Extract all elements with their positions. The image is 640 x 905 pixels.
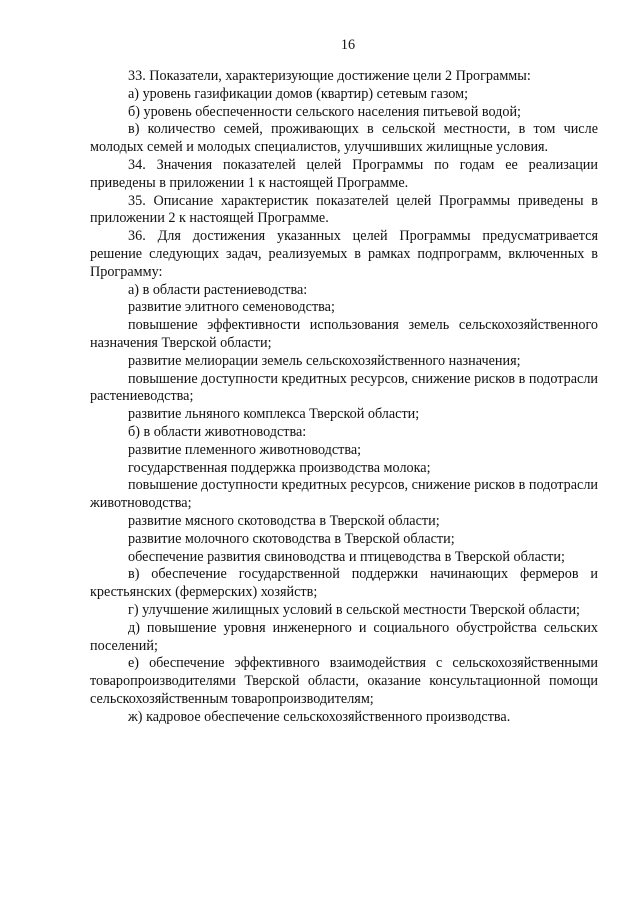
task-item: г) улучшение жилищных условий в сельской местности Тверской области; — [128, 601, 580, 618]
task-item: ж) кадровое обеспечение сельскохозяйственного производства. — [128, 708, 511, 725]
task-item: д) повышение уровня инженерного и социального обустройства сельских поселений; — [90, 619, 598, 654]
task-item: повышение доступности кредитных ресурсов, снижение рисков в подотрасли животноводства; — [90, 477, 598, 512]
list-item-v: в) количество семей, проживающих в сельской местности, в том числе молодых семей и молодых специалистов, улучшивших жилищные условия. — [90, 121, 598, 156]
task-item: в) обеспечение государственной поддержки начинающих фермеров и крестьянских (фермерских) хозяйств; — [90, 566, 598, 601]
paragraph-35: 35. Описание характеристик показателей целей Программы приведены в приложении 2 к настоящей Программе. — [90, 192, 598, 227]
task-item: повышение эффективности использования земель сельскохозяйственного назначения Тверской области; — [90, 317, 598, 351]
task-item: развитие льняного комплекса Тверской области; — [128, 406, 420, 423]
task-item: повышение доступности кредитных ресурсов, снижение рисков в подотрасли растениеводства; — [90, 370, 598, 405]
task-item: а) в области растениеводства: — [128, 281, 308, 298]
paragraph-34: 34. Значения показателей целей Программы по годам ее реализации приведены в приложении 1 к настоящей Программе. — [90, 156, 598, 191]
list-item-b: б) уровень обеспеченности сельского населения питьевой водой; — [128, 103, 522, 120]
task-item: развитие молочного скотоводства в Тверской области; — [128, 530, 455, 547]
task-item: развитие мясного скотоводства в Тверской области; — [128, 512, 440, 529]
list-item-a: а) уровень газификации домов (квартир) сетевым газом; — [128, 85, 469, 102]
paragraph-33: 33. Показатели, характеризующие достижение цели 2 Программы: — [128, 68, 531, 84]
task-item: б) в области животноводства: — [128, 423, 307, 440]
task-item: развитие мелиорации земель сельскохозяйственного назначения; — [128, 352, 521, 369]
task-item: обеспечение развития свиноводства и птицеводства в Тверской области; — [128, 548, 565, 565]
paragraph-36: 36. Для достижения указанных целей Программы предусматривается решение следующих задач, реализуемых в рамках подпрограмм, включенных в Программу: — [90, 228, 598, 280]
task-item: развитие племенного животноводства; — [128, 441, 362, 458]
page-number: 16 — [340, 37, 356, 53]
task-item: е) обеспечение эффективного взаимодействия с сельскохозяйственными товаропроизводителями Тверской области, оказание консультационной помощи сельскохозяйственным товаропроизводителям; — [90, 655, 598, 707]
task-item: государственная поддержка производства молока; — [128, 459, 431, 476]
task-item: развитие элитного семеноводства; — [128, 299, 335, 316]
